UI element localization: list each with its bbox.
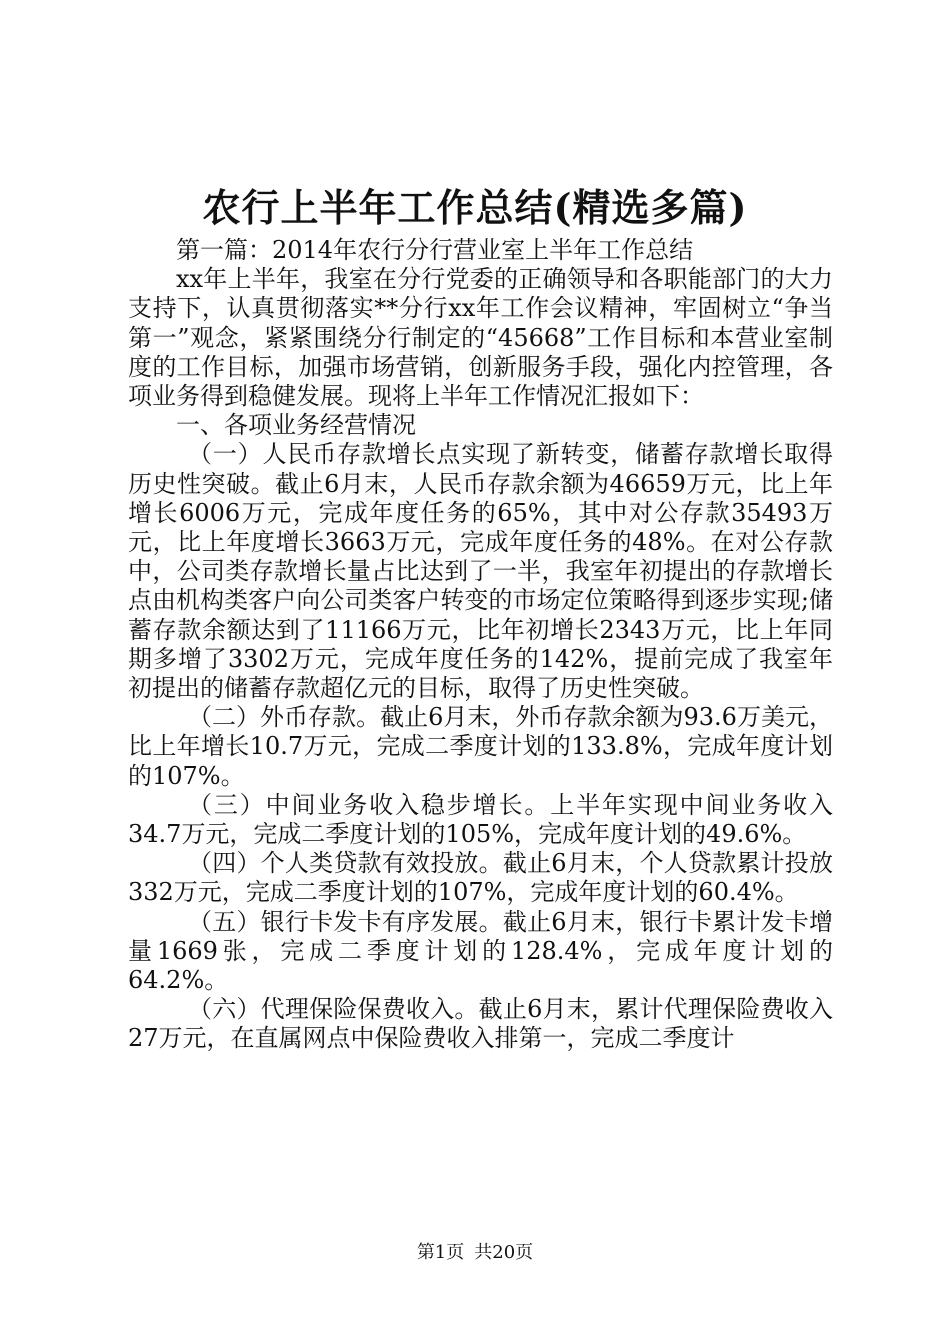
item-paragraph: （一）人民币存款增长点实现了新转变，储蓄存款增长取得历史性突破。截止6月末，人民币存款余额为46659万元，比上年增长6006万元，完成年度任务的65%，其中对公存款35493万元，比上年度增长3663万元，完成年度任务的48%。在对公存款中，公司类存款增长量占比达到了一半，我室年初提出的存款增长点由机构类客户向公司类客户转变的市场定位策略得到逐步实现;储蓄存款余额达到了11166万元，比年初增长2343万元，比上年同期多增了3302万元，完成年度任务的142%，提前完成了我室年初提出的储蓄存款超亿元的目标，取得了历史性突破。 (128, 440, 833, 703)
document-body (128, 236, 833, 1054)
item-paragraph: （二）外币存款。截止6月末，外币存款余额为93.6万美元，比上年增长10.7万元，完成二季度计划的133.8%，完成年度计划的107%。 (128, 703, 833, 790)
intro-paragraph: xx年上半年，我室在分行党委的正确领导和各职能部门的大力支持下，认真贯彻落实**分行xx年工作会议精神，牢固树立“争当第一”观念，紧紧围绕分行制定的“45668”工作目标和本营业室制度的工作目标，加强市场营销，创新服务手段，强化内控管理，各项业务得到稳健发展。现将上半年工作情况汇报如下： (128, 265, 833, 411)
item-paragraph: （六）代理保险保费收入。截止6月末，累计代理保险费收入27万元，在直属网点中保险费收入排第一，完成二季度计 (128, 995, 833, 1053)
section-heading: 第一篇：2014年农行分行营业室上半年工作总结 (176, 236, 694, 264)
section-title: 一、各项业务经营情况 (176, 411, 416, 440)
document-title: 农行上半年工作总结(精选多篇) (202, 185, 748, 230)
item-paragraph: （三）中间业务收入稳步增长。上半年实现中间业务收入34.7万元，完成二季度计划的105%，完成年度计划的49.6%。 (128, 790, 833, 849)
item-paragraph: （五）银行卡发卡有序发展。截止6月末，银行卡累计发卡增量1669张，完成二季度计划的128.4%，完成年度计划的64.2%。 (128, 907, 833, 995)
page-total: 共20页 (474, 1242, 534, 1263)
page-footer (0, 1240, 950, 1266)
page-number: 第1页 (416, 1242, 465, 1263)
item-paragraph: （四）个人类贷款有效投放。截止6月末，个人贷款累计投放332万元，完成二季度计划的107%，完成年度计划的60.4%。 (128, 849, 833, 907)
